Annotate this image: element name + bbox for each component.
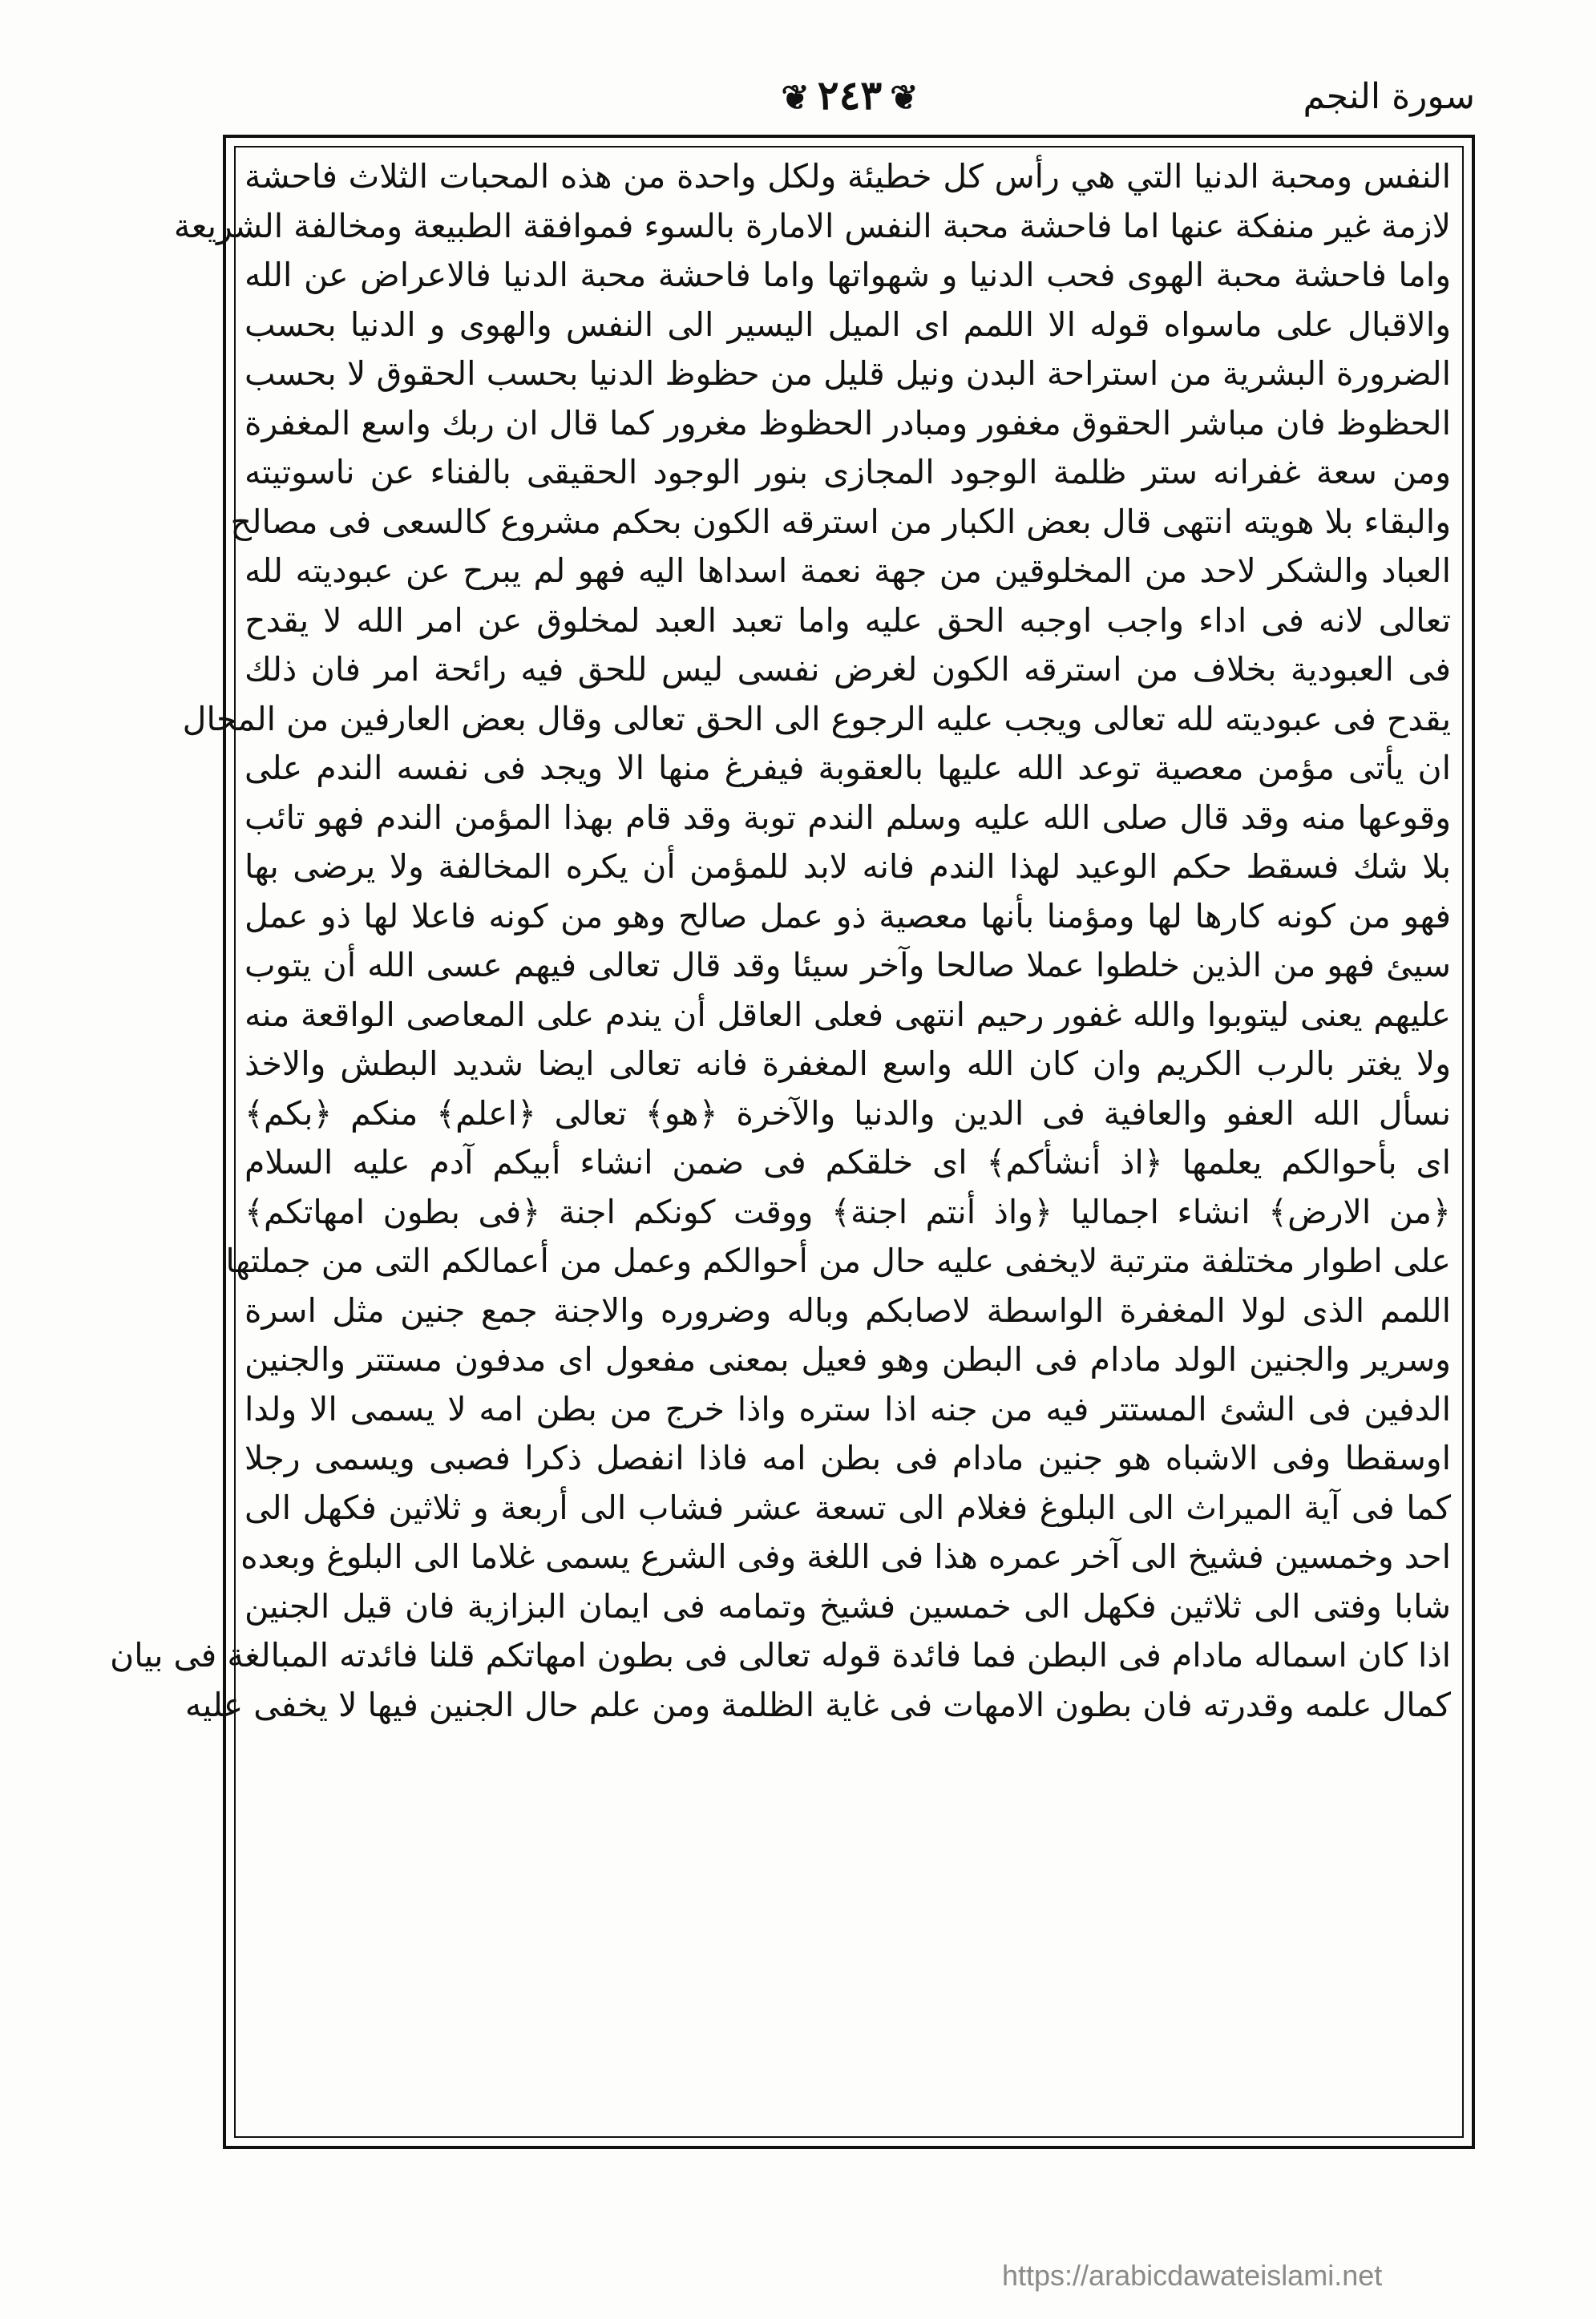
text-line: الحظوظ فان مباشر الحقوق مغفور ومبادر الحظوظ مغرور كما قال ان ربك واسع المغفرة bbox=[244, 403, 1451, 442]
page-header bbox=[224, 71, 1475, 132]
text-line: كما فى آية الميراث الى البلوغ فغلام الى تسعة عشر فشاب الى أربعة و ثلاثين فكهل الى bbox=[244, 1488, 1451, 1527]
text-line: ولا يغتر بالرب الكريم وان كان الله واسع المغفرة فانه تعالى ايضا شديد البطش والاخذ bbox=[244, 1044, 1451, 1083]
text-line: كمال علمه وقدرته فان بطون الامهات فى غاية الظلمة ومن علم حال الجنين فيها لا يخفى عليه bbox=[184, 1685, 1451, 1724]
text-line: نسأل الله العفو والعافية فى الدين والدنيا والآخرة ﴿هو﴾ تعالى ﴿اعلم﴾ منكم ﴿بكم﴾ bbox=[244, 1093, 1451, 1133]
page-text-body bbox=[110, 152, 1451, 1730]
text-line: فهو من كونه كارها لها ومؤمنا بأنها معصية ذو عمل صالح وهو من كونه فاعلا لها ذو عمل bbox=[244, 896, 1451, 935]
text-line: على اطوار مختلفة مترتبة لايخفى عليه حال من أحوالكم وعمل من أعمالكم التى من جملتها bbox=[225, 1242, 1451, 1280]
text-line: اذا كان اسماله مادام فى البطن فما فائدة قوله تعالى فى بطون امهاتكم قلنا فائدته المبالغة فى بيان bbox=[110, 1636, 1451, 1675]
text-line: وقوعها منه وقد قال صلى الله عليه وسلم الندم توبة وقد قام بهذا المؤمن الندم فهو تائب bbox=[244, 798, 1451, 837]
text-line: عليهم يعنى ليتوبوا والله غفور رحيم انتهى فعلى العاقل أن يندم على المعاصى الواقعة منه bbox=[244, 995, 1451, 1034]
text-line: لازمة غير منفكة عنها اما فاحشة محبة النفس الامارة بالسوء فموافقة الطبيعة ومخالفة الشريعة bbox=[173, 206, 1451, 245]
text-line: تعالى لانه فى اداء واجب اوجبه الحق عليه واما تعبد العبد لمخلوق عن امر الله لا يقدح bbox=[244, 600, 1451, 640]
text-line: اى بأحوالكم يعلمها ﴿اذ أنشأكم﴾ اى خلقكم فى ضمن انشاء أبيكم آدم عليه السلام bbox=[244, 1143, 1451, 1182]
text-line: ﴿من الارض﴾ انشاء اجماليا ﴿واذ أنتم اجنة﴾ ووقت كونكم اجنة ﴿فى بطون امهاتكم﴾ bbox=[244, 1192, 1451, 1231]
source-watermark[interactable]: https://arabicdawateislami.net bbox=[1002, 2259, 1383, 2292]
text-line: فى العبودية بخلاف من استرقه الكون لغرض نفسى ليس للحق فيه رائحة امر فان ذلك bbox=[244, 650, 1451, 689]
text-line: النفس ومحبة الدنيا التي هي رأس كل خطيئة ولكل واحدة من هذه المحبات الثلاث فاحشة bbox=[244, 157, 1451, 196]
text-line: الدفين فى الشئ المستتر فيه من جنه اذا ستره واذا خرج من بطن امه لا يسمى الا ولدا bbox=[244, 1389, 1451, 1428]
text-line: اللمم الذى لولا المغفرة الواسطة لاصابكم وباله وضروره والاجنة جمع جنين مثل اسرة bbox=[244, 1291, 1451, 1330]
text-line: والاقبال على ماسواه قوله الا اللمم اى الميل اليسير الى النفس والهوى و الدنيا بحسب bbox=[244, 305, 1451, 344]
text-line: شابا وفتى الى ثلاثين فكهل الى خمسين فشيخ وتمامه فى ايمان البزازية فان قيل الجنين bbox=[244, 1586, 1451, 1626]
text-line: ان يأتى مؤمن معصية توعد الله عليها بالعقوبة فيفرغ منها الا ويجد فى نفسه الندم على bbox=[244, 749, 1451, 787]
text-line: العباد والشكر لاحد من المخلوقين من جهة نعمة اسداها اليه فهو لم يبرح عن عبوديته لله bbox=[244, 551, 1451, 590]
text-line: احد وخمسين فشيخ الى آخر عمره هذا فى اللغة وفى الشرع يسمى غلاما الى البلوغ وبعده bbox=[240, 1537, 1451, 1576]
text-line: يقدح فى عبوديته لله تعالى ويجب عليه الرجوع الى الحق تعالى وقال بعض العارفين من المحال bbox=[182, 699, 1451, 738]
page-number: ❦ ٢٤٣ ❦ bbox=[774, 71, 927, 119]
surah-title: سورة النجم bbox=[1303, 76, 1475, 117]
text-line: الضرورة البشرية من استراحة البدن ونيل قليل من حظوظ الدنيا بحسب الحقوق لا بحسب bbox=[244, 354, 1451, 393]
text-line: سيئ فهو من الذين خلطوا عملا صالحا وآخر سيئا وقد قال تعالى فيهم عسى الله أن يتوب bbox=[244, 946, 1451, 984]
text-line: ومن سعة غفرانه ستر ظلمة الوجود المجازى بنور الوجود الحقيقى بالفناء عن ناسوتيته bbox=[244, 453, 1451, 491]
text-line: اوسقطا وفى الاشباه هو جنين مادام فى بطن امه فاذا انفصل ذكرا فصبى ويسمى رجلا bbox=[244, 1439, 1451, 1477]
text-line: بلا شك فسقط حكم الوعيد لهذا الندم فانه لابد للمؤمن أن يكره المخالفة ولا يرضى بها bbox=[244, 847, 1451, 886]
text-line: واما فاحشة محبة الهوى فحب الدنيا و شهواتها واما فاحشة محبة الدنيا فالاعراض عن الله bbox=[244, 256, 1451, 294]
text-line: وسرير والجنين الولد مادام فى البطن وهو فعيل بمعنى مفعول اى مدفون مستتر والجنين bbox=[244, 1340, 1451, 1379]
text-line: والبقاء بلا هويته انتهى قال بعض الكبار من استرقه الكون بحكم مشروع كالسعى فى مصالح bbox=[230, 502, 1451, 541]
